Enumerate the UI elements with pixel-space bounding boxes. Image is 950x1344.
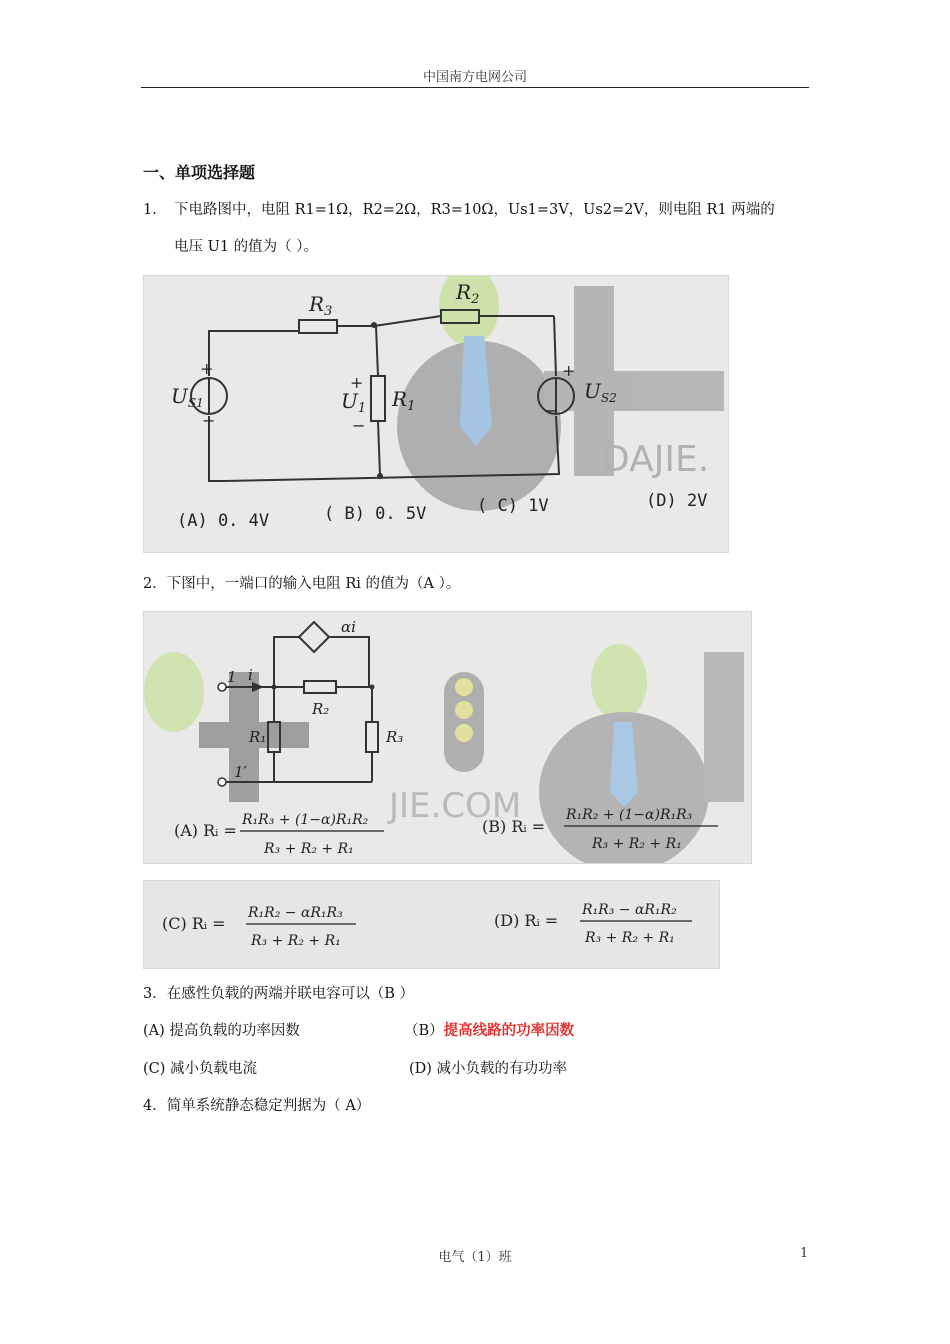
- option-d: (D) 2V: [646, 491, 708, 511]
- question-2-options-figure: [143, 880, 720, 969]
- resistor-r2: [304, 681, 336, 693]
- watermark-text: JIE.COM: [389, 786, 522, 826]
- option-d-label: (D) Rᵢ =: [494, 911, 559, 930]
- option-a-label: (A) Rᵢ =: [174, 821, 237, 840]
- question-3-option-c: (C) 减小负载电流: [143, 1061, 258, 1077]
- option-d-denominator: R₃ + R₂ + R₁: [585, 930, 675, 946]
- question-4-text: 4．简单系统静态稳定判据为（ A）: [143, 1098, 371, 1114]
- label-port-top: 1: [227, 668, 237, 686]
- option-b-label: (B) Rᵢ =: [482, 817, 546, 836]
- option-b: ( B) 0. 5V: [324, 504, 427, 524]
- option-c: ( C) 1V: [477, 496, 549, 516]
- option-b-answer: 提高线路的功率因数: [443, 1022, 575, 1039]
- question-1-line-1: 下电路图中，电阻 R1=1Ω，R2=2Ω，R3=10Ω，Us1=3V，Us2=2V，则电阻 R1 两端的: [174, 202, 775, 218]
- label-alpha-i: αi: [341, 618, 356, 636]
- label-port-bottom: 1′: [234, 763, 247, 781]
- page-footer: 电气（1）班: [438, 1250, 512, 1265]
- resistor-r3: [299, 320, 337, 333]
- dependent-source-icon: [299, 622, 329, 652]
- question-1-circuit-figure: [143, 275, 729, 553]
- label-r3: $R_3$: [309, 292, 333, 319]
- question-1-number: 1.: [143, 202, 157, 218]
- question-3-option-d: (D) 减小负载的有功功率: [409, 1061, 568, 1077]
- option-a: (A) 0. 4V: [177, 511, 270, 531]
- header-divider: [141, 87, 809, 88]
- port-terminal-top: [218, 683, 226, 691]
- option-b-denominator: R₃ + R₂ + R₁: [592, 836, 682, 852]
- plus-sign-us1: +: [200, 359, 214, 378]
- label-u1: $U_1$: [341, 389, 367, 416]
- option-c-denominator: R₃ + R₂ + R₁: [251, 933, 341, 949]
- label-us2: $U_{S2}$: [584, 379, 617, 405]
- label-current-i: i: [248, 666, 253, 684]
- option-b-numerator: R₁R₂ + (1−α)R₁R₃: [566, 807, 693, 823]
- label-r2: R₂: [312, 700, 330, 718]
- resistor-r3: [366, 722, 378, 752]
- question-2-circuit-figure: [143, 611, 752, 864]
- option-c-label: (C) Rᵢ =: [162, 914, 226, 933]
- question-3-option-b: [404, 1021, 574, 1041]
- label-r1: $R_1$: [392, 387, 416, 414]
- option-d-numerator: R₁R₃ − αR₁R₂: [582, 902, 677, 918]
- page-number: 1: [800, 1246, 809, 1261]
- label-r2: $R_2$: [456, 280, 480, 307]
- question-2-text: 2．下图中，一端口的输入电阻 Ri 的值为（A ）。: [143, 576, 461, 592]
- minus-sign-us1: −: [202, 411, 216, 430]
- minus-sign-us2: −: [544, 401, 558, 420]
- label-us1: $U_{S1}$: [171, 384, 204, 410]
- option-a-denominator: R₃ + R₂ + R₁: [264, 841, 354, 857]
- label-r3: R₃: [386, 728, 404, 746]
- question-3-option-a: (A) 提高负载的功率因数: [143, 1023, 300, 1039]
- option-a-numerator: R₁R₃ + (1−α)R₁R₂: [242, 812, 369, 828]
- plus-sign-u1: +: [350, 373, 364, 392]
- section-title: 一、单项选择题: [143, 163, 256, 182]
- minus-sign-u1: −: [352, 416, 366, 435]
- watermark-text: DAJIE.: [602, 439, 710, 480]
- option-b-prefix: （B）: [404, 1023, 444, 1039]
- plus-sign-us2: +: [562, 361, 576, 380]
- option-c-numerator: R₁R₂ − αR₁R₃: [248, 905, 343, 921]
- question-3-text: 3．在感性负载的两端并联电容可以（B ）: [143, 986, 414, 1002]
- page-header: 中国南方电网公司: [422, 70, 527, 85]
- label-r1: R₁: [249, 728, 267, 746]
- resistor-r1: [371, 376, 385, 421]
- port-terminal-bottom: [218, 778, 226, 786]
- question-1-line-2: 电压 U1 的值为（ ）。: [174, 239, 319, 255]
